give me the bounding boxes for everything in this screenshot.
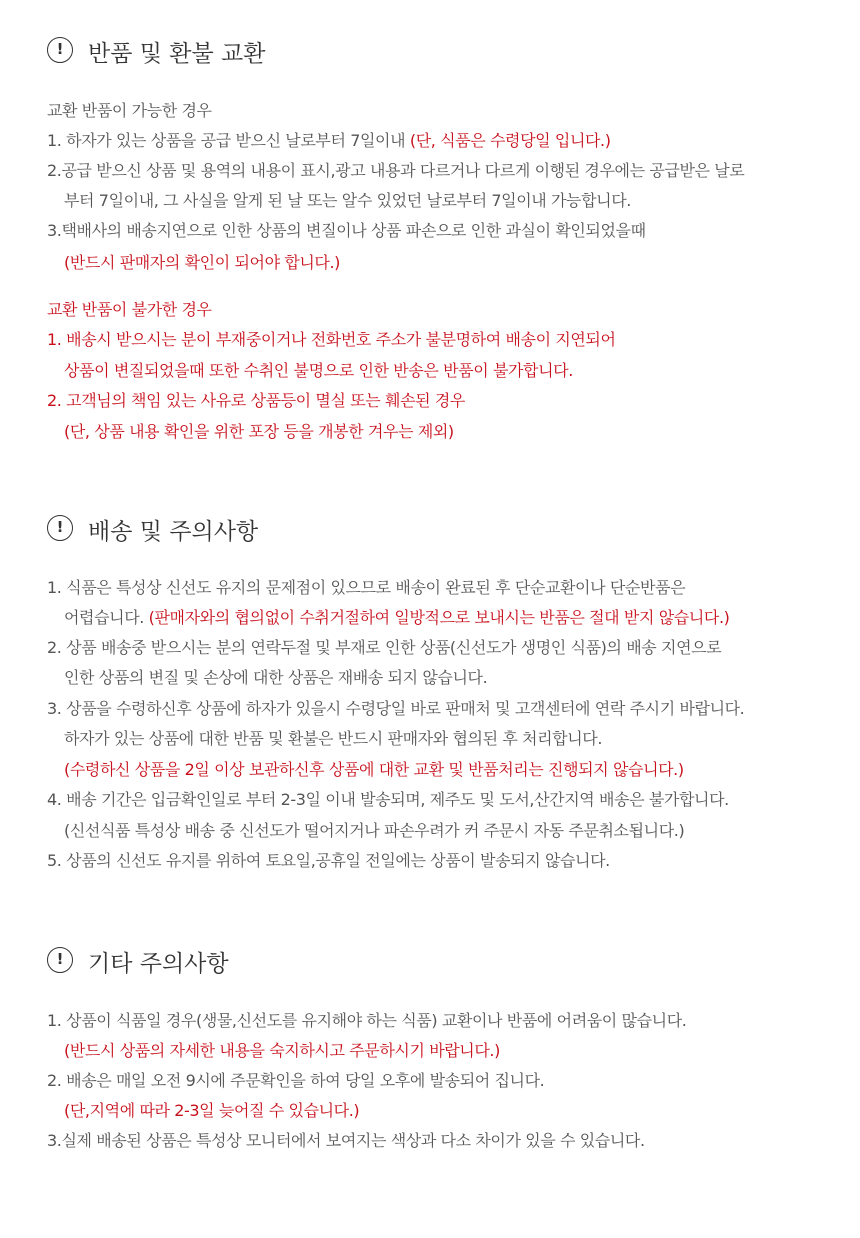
notice-line xyxy=(47,391,465,411)
notice-line xyxy=(64,821,684,841)
section-header xyxy=(47,515,837,547)
line-text: 1. 상품이 식품일 경우(생물,신선도를 유지해야 하는 식품) 교환이나 반품에 어려움이 많습니다. xyxy=(47,1011,687,1030)
notice-line xyxy=(64,729,602,749)
line-text: 3.택배사의 배송지연으로 인한 상품의 변질이나 상품 파손으로 인한 과실이 확인되었을때 xyxy=(47,221,646,240)
section-header xyxy=(47,37,837,69)
line-text: 2. 배송은 매일 오전 9시에 주문확인을 하여 당일 오후에 발송되어 집니다. xyxy=(47,1071,545,1090)
notice-line xyxy=(64,422,454,442)
notice-line xyxy=(64,1041,500,1061)
line-text: 인한 상품의 변질 및 손상에 대한 상품은 재배송 되지 않습니다. xyxy=(64,668,488,687)
notice-line xyxy=(64,1101,359,1121)
highlight-text: 2. 고객님의 책임 있는 사유로 상품등이 멸실 또는 훼손된 경우 xyxy=(47,391,465,410)
highlight-text: (판매자와의 협의없이 수취거절하여 일방적으로 보내시는 반품은 절대 받지 않습니다.) xyxy=(148,608,730,627)
notice-line xyxy=(64,253,340,273)
highlight-text: 상품이 변질되었을때 또한 수취인 불명으로 인한 반송은 반품이 불가합니다. xyxy=(64,361,573,380)
line-text: 5. 상품의 신선도 유지를 위하여 토요일,공휴일 전일에는 상품이 발송되지 않습니다. xyxy=(47,851,610,870)
notice-line xyxy=(64,760,684,780)
exclamation-circle-icon: ! xyxy=(47,515,73,541)
line-text: 2. 상품 배송중 받으시는 분의 연락두절 및 부재로 인한 상품(신선도가 생명인 식품)의 배송 지연으로 xyxy=(47,638,722,657)
notice-line xyxy=(64,191,631,211)
highlight-text: (반드시 판매자의 확인이 되어야 합니다.) xyxy=(64,253,341,272)
notice-line xyxy=(47,131,611,151)
line-text: (신선식품 특성상 배송 중 신선도가 떨어지거나 파손우려가 커 주문시 자동 주문취소됩니다.) xyxy=(64,821,685,840)
section-other-notice xyxy=(47,947,837,979)
exclamation-circle-icon: ! xyxy=(47,37,73,63)
notice-line xyxy=(47,851,610,871)
notice-line xyxy=(47,578,685,598)
notice-line xyxy=(47,638,721,658)
line-text: 교환 반품이 가능한 경우 xyxy=(47,101,212,120)
line-text: 부터 7일이내, 그 사실을 알게 된 날 또는 알수 있었던 날로부터 7일이내 가능합니다. xyxy=(64,191,631,210)
notice-line xyxy=(47,300,212,320)
highlight-text: (수령하신 상품을 2일 이상 보관하신후 상품에 대한 교환 및 반품처리는 진행되지 않습니다.) xyxy=(64,760,684,779)
highlight-text: (반드시 상품의 자세한 내용을 숙지하시고 주문하시기 바랍니다.) xyxy=(64,1041,500,1060)
notice-line xyxy=(64,668,487,688)
line-text: 어렵습니다. xyxy=(64,608,149,627)
line-text: 2.공급 받으신 상품 및 용역의 내용이 표시,광고 내용과 다르거나 다르게 이행된 경우에는 공급받은 날로 xyxy=(47,161,745,180)
notice-line xyxy=(47,330,616,350)
section-title: 배송 및 주의사항 xyxy=(88,519,259,545)
line-text: 1. 식품은 특성상 신선도 유지의 문제점이 있으므로 배송이 완료된 후 단순교환이나 단순반품은 xyxy=(47,578,686,597)
section-shipping-notice xyxy=(47,515,837,547)
section-return-refund xyxy=(47,37,837,69)
notice-line xyxy=(64,361,573,381)
notice-line xyxy=(47,699,744,719)
highlight-text: (단, 식품은 수령당일 입니다.) xyxy=(409,131,611,150)
notice-line xyxy=(47,101,212,121)
section-header xyxy=(47,947,837,979)
line-text: 3.실제 배송된 상품은 특성상 모니터에서 보여지는 색상과 다소 차이가 있을 수 있습니다. xyxy=(47,1131,645,1150)
exclamation-circle-icon: ! xyxy=(47,947,73,973)
notice-line xyxy=(47,161,744,181)
notice-line xyxy=(47,221,646,241)
notice-line xyxy=(47,790,729,810)
section-title: 기타 주의사항 xyxy=(88,951,229,977)
notice-line xyxy=(47,1071,544,1091)
notice-line xyxy=(47,1131,645,1151)
notice-line xyxy=(64,608,729,628)
notice-line xyxy=(47,1011,686,1031)
highlight-text: (단, 상품 내용 확인을 위한 포장 등을 개봉한 겨우는 제외) xyxy=(64,422,454,441)
highlight-text: 교환 반품이 불가한 경우 xyxy=(47,300,212,319)
line-text: 3. 상품을 수령하신후 상품에 하자가 있을시 수령당일 바로 판매처 및 고객센터에 연락 주시기 바랍니다. xyxy=(47,699,745,718)
line-text: 하자가 있는 상품에 대한 반품 및 환불은 반드시 판매자와 협의된 후 처리합니다. xyxy=(64,729,603,748)
line-text: 4. 배송 기간은 입금확인일로 부터 2-3일 이내 발송되며, 제주도 및 도서,산간지역 배송은 불가합니다. xyxy=(47,790,729,809)
highlight-text: 1. 배송시 받으시는 분이 부재중이거나 전화번호 주소가 불분명하여 배송이 지연되어 xyxy=(47,330,616,349)
section-title: 반품 및 환불 교환 xyxy=(88,41,266,67)
line-text: 1. 하자가 있는 상품을 공급 받으신 날로부터 7일이내 xyxy=(47,131,410,150)
highlight-text: (단,지역에 따라 2-3일 늦어질 수 있습니다.) xyxy=(64,1101,360,1120)
